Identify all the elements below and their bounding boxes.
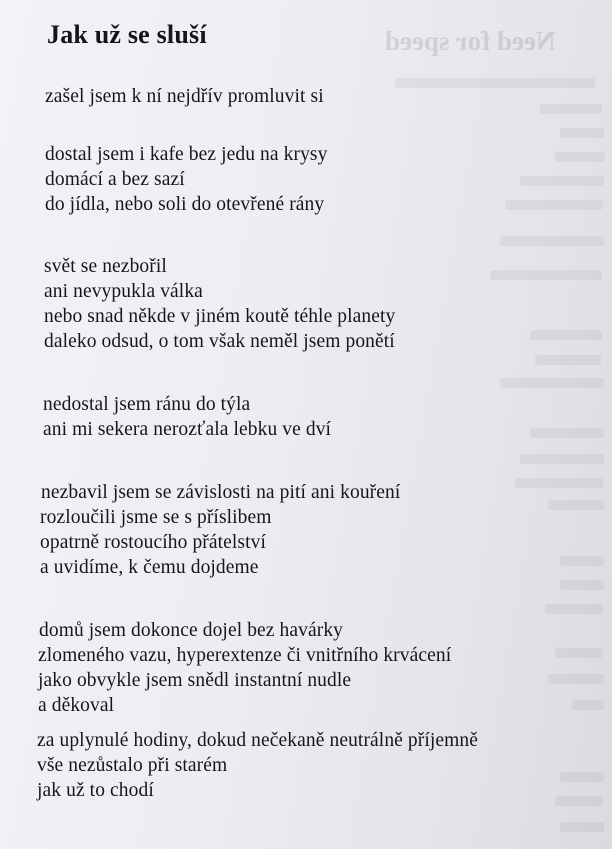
poem-line: domácí a bez sazí <box>45 169 185 190</box>
poem-line: nezbavil jsem se závislosti na pití ani kouření <box>41 482 401 503</box>
poem-line: domů jsem dokonce dojel bez havárky <box>39 620 344 641</box>
poem-line: svět se nezbořil <box>44 256 167 277</box>
poem-line: nedostal jsem ránu do týla <box>43 394 251 415</box>
facing-page-title: Need for speed <box>385 26 556 56</box>
poem-line: jako obvykle jsem snědl instantní nudle <box>38 670 352 691</box>
poem-line: jak už to chodí <box>37 780 154 801</box>
poem-line: zlomeného vazu, hyperextenze či vnitřního krvácení <box>38 645 452 666</box>
poem-line: za uplynulé hodiny, dokud nečekaně neutrálně příjemně <box>37 730 479 751</box>
poem-line: a uvidíme, k čemu dojdeme <box>40 557 259 578</box>
poem-line: do jídla, nebo soli do otevřené rány <box>45 194 325 215</box>
poem-line: zašel jsem k ní nejdřív promluvit si <box>45 86 324 107</box>
poem-line: ani nevypukla válka <box>44 281 203 302</box>
poem-line: opatrně rostoucího přátelství <box>40 532 267 553</box>
poem-line: ani mi sekera nerozťala lebku ve dví <box>43 419 332 440</box>
poem-line: rozloučili jsme se s příslibem <box>40 507 272 528</box>
poem-line: dostal jsem i kafe bez jedu na krysy <box>45 144 328 165</box>
poem-line: a děkoval <box>38 695 115 716</box>
poem-title: Jak už se sluší <box>47 20 207 49</box>
poem-line: daleko odsud, o tom však neměl jsem ponětí <box>44 331 395 352</box>
poem-line: nebo snad někde v jiném koutě téhle planety <box>44 306 396 327</box>
poem-line: vše nezůstalo při starém <box>37 755 228 776</box>
